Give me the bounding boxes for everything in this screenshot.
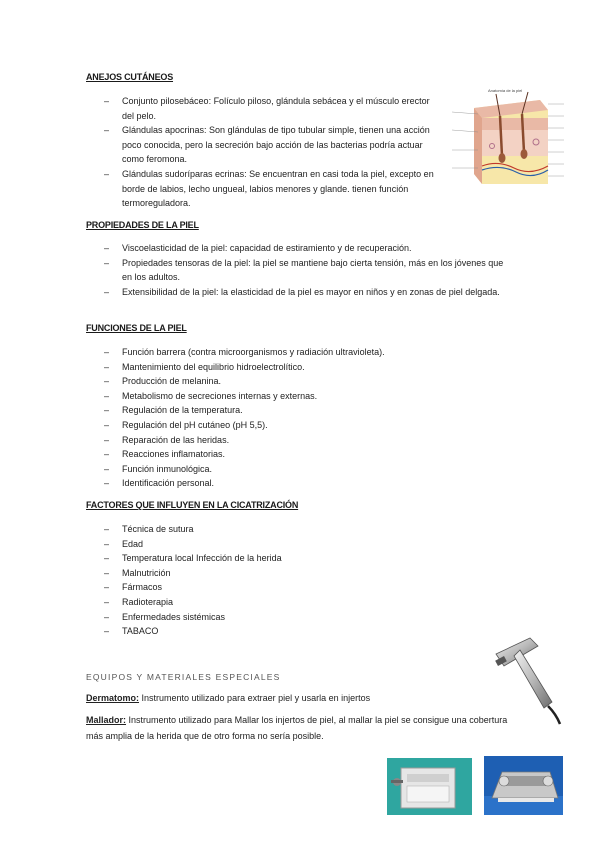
factores-list xyxy=(104,522,484,639)
list-item: – Edad xyxy=(104,537,484,552)
list-item: – Técnica de sutura xyxy=(104,522,484,537)
mesher-photo-1 xyxy=(387,758,472,815)
list-item: – Reparación de las heridas. xyxy=(104,433,504,448)
section-title-funciones: FUNCIONES DE LA PIEL xyxy=(86,323,187,333)
section-title-factores: FACTORES QUE INFLUYEN EN LA CICATRIZACIÓN xyxy=(86,500,299,510)
skin-anatomy-figure xyxy=(448,86,566,196)
list-item: – Enfermedades sistémicas xyxy=(104,610,484,625)
list-item: – Temperatura local Infección de la herida xyxy=(104,551,484,566)
list-item: – Glándulas apocrinas: Son glándulas de tipo tubular simple, tienen una acción poco conocida, pero la secreción bajo acción de las bacterias podría actuar como feromona. xyxy=(104,123,442,167)
mallador-text: Instrumento utilizado para Mallar los injertos de piel, al mallar la piel se consigue una cobertura más amplia de la herida que de otro forma no sería posible. xyxy=(86,715,508,741)
list-item: – Fármacos xyxy=(104,580,484,595)
anejos-list xyxy=(104,94,442,211)
list-item: – Producción de melanina. xyxy=(104,374,504,389)
list-item: – Función barrera (contra microorganismos y radiación ultravioleta). xyxy=(104,345,504,360)
list-item: – Mantenimiento del equilibrio hidroelectrolítico. xyxy=(104,360,504,375)
list-item: – Extensibilidad de la piel: la elasticidad de la piel es mayor en niños y en zonas de piel delgada. xyxy=(104,285,506,300)
list-item: – Viscoelasticidad de la piel: capacidad de estiramiento y de recuperación. xyxy=(104,241,506,256)
list-item: – TABACO xyxy=(104,624,484,639)
dermatomo-text: Instrumento utilizado para extraer piel y usarla en injertos xyxy=(139,693,371,703)
list-item: – Reacciones inflamatorias. xyxy=(104,447,504,462)
list-item: – Malnutrición xyxy=(104,566,484,581)
mallador-paragraph xyxy=(86,713,514,744)
list-item: – Radioterapia xyxy=(104,595,484,610)
list-item: – Identificación personal. xyxy=(104,476,504,491)
section-title-anejos: ANEJOS CUTÁNEOS xyxy=(86,72,174,82)
list-item: – Regulación del pH cutáneo (pH 5,5). xyxy=(104,418,504,433)
funciones-list xyxy=(104,345,504,491)
mallador-term: Mallador: xyxy=(86,715,127,725)
list-item: – Conjunto pilosebáceo: Folículo piloso, glándula sebácea y el músculo erector del pelo. xyxy=(104,94,442,123)
list-item: – Propiedades tensoras de la piel: la piel se mantiene bajo cierta tensión, más en los jóvenes que en los adultos. xyxy=(104,256,506,285)
dermatomo-paragraph xyxy=(86,691,496,707)
list-item: – Función inmunológica. xyxy=(104,462,504,477)
section-title-equipos: EQUIPOS Y MATERIALES ESPECIALES xyxy=(86,672,281,682)
section-title-propiedades: PROPIEDADES DE LA PIEL xyxy=(86,220,199,230)
skin-diagram-title: Anatomía de la piel xyxy=(488,88,523,93)
list-item: – Glándulas sudoríparas ecrinas: Se encuentran en casi toda la piel, excepto en borde de labios, lecho ungueal, labios menores y glande. tienen función termoreguladora. xyxy=(104,167,442,211)
list-item: – Regulación de la temperatura. xyxy=(104,403,504,418)
propiedades-list xyxy=(104,241,506,299)
dermatomo-term: Dermatomo: xyxy=(86,693,140,703)
mesher-photo-2 xyxy=(484,756,563,815)
list-item: – Metabolismo de secreciones internas y externas. xyxy=(104,389,504,404)
